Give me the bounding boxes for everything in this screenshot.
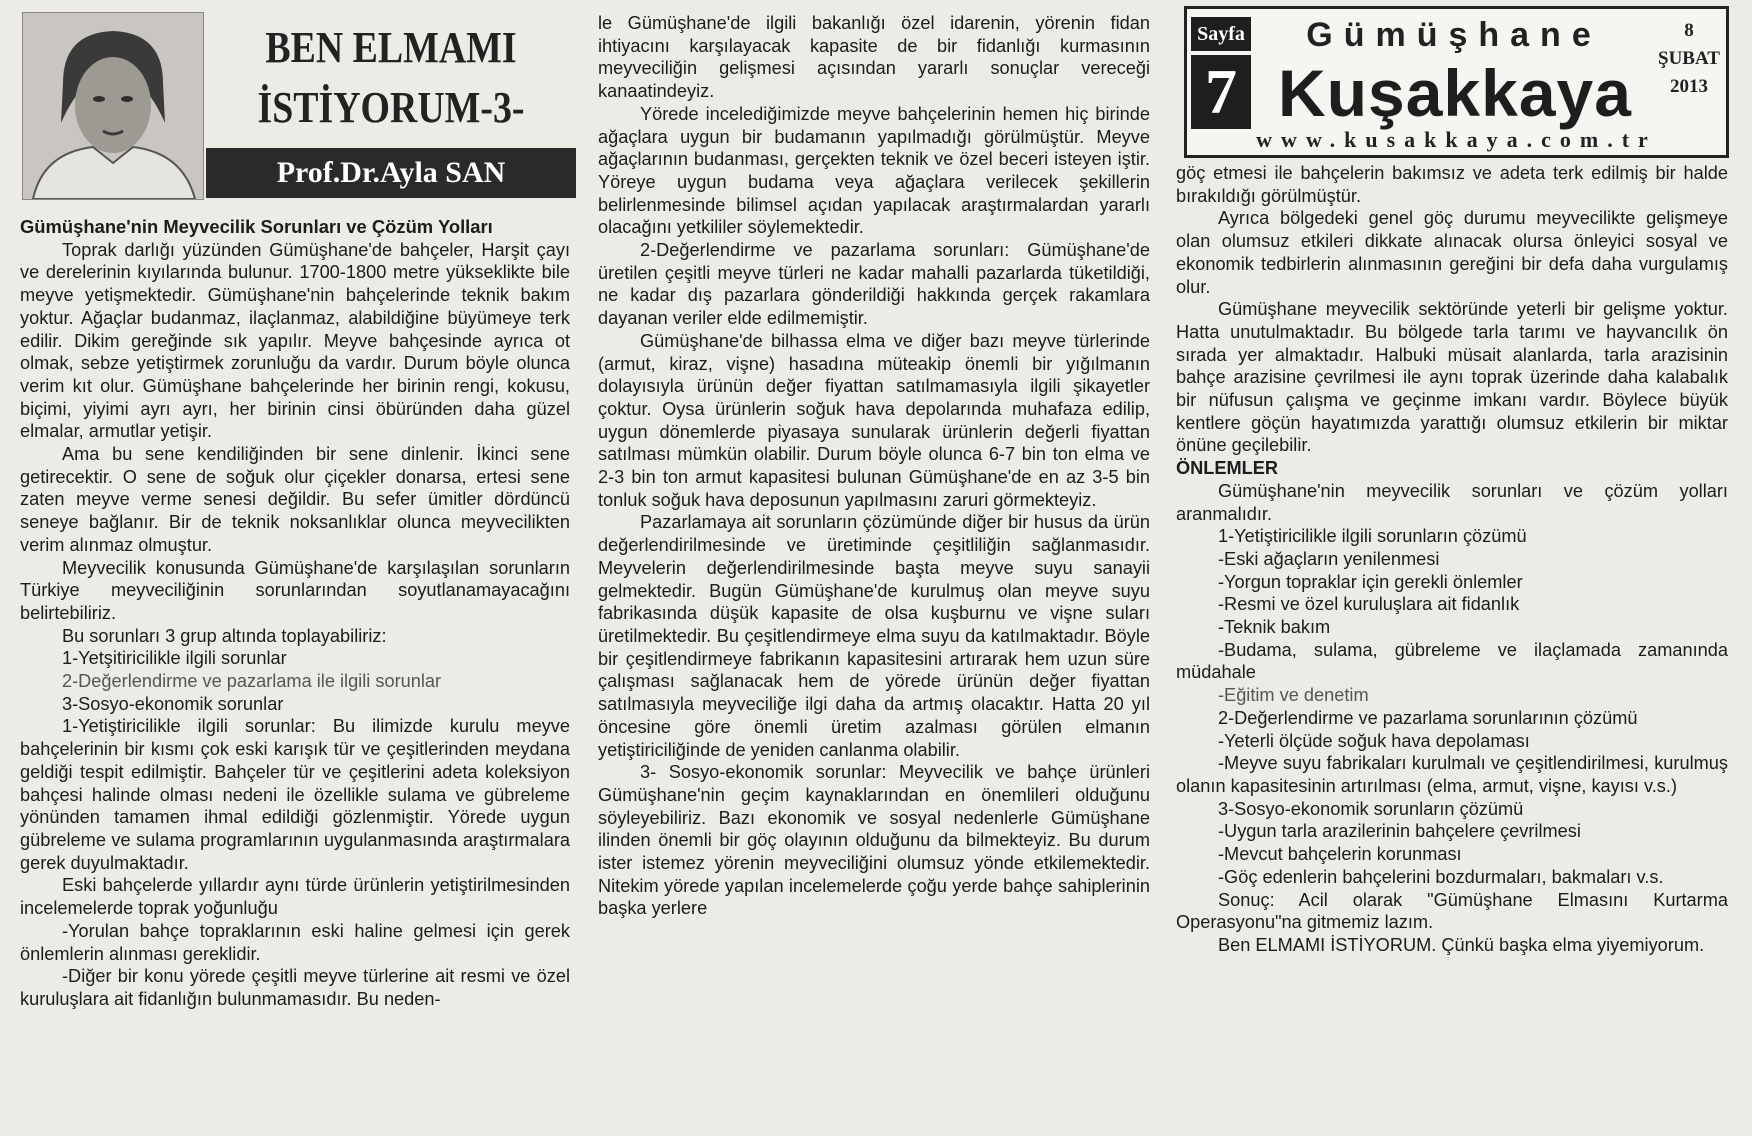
list-line: 1-Yetşitiricilikle ilgili sorunlar (62, 648, 287, 669)
article-paragraph: -Budama, sulama, gübreleme ve ilaçlamada zamanında müdahale (1176, 639, 1728, 683)
author-photo (22, 12, 204, 200)
article-paragraph: Ayrıca bölgedeki genel göç durumu meyvecilikte gelişmeye olan olumsuz etkileri dikkate alınacak olursa önleyici sosyal ve ekonomik tedbirlerin alınmasının gereğini bir defa daha vurgulamış olur. (1176, 208, 1728, 297)
article-column-3 (1176, 162, 1728, 957)
article-paragraph: 2-Değerlendirme ve pazarlama sorunları: Gümüşhane'de üretilen çeşitli meyve türleri ne kadar mahalli pazarlarda tüketildiği, ne kadar dış pazarlara gönderildiği hakkında gerçek rakamlara dayanan veriler elde edilmemiştir. (598, 240, 1150, 329)
article-paragraph: Eski bahçelerde yıllardır aynı türde ürünlerin yetiştirilmesinden incelemelerde toprak yoğunluğu (20, 875, 570, 919)
date-month: ŞUBAT (1658, 48, 1720, 69)
article-paragraph: -Yorulan bahçe topraklarının eski haline gelmesi için gerek önlemlerin alınması gereklidir. (20, 920, 570, 964)
author-byline: Prof.Dr.Ayla SAN (206, 148, 576, 198)
issue-date (1653, 17, 1725, 129)
article-paragraph: Yörede incelediğimizde meyve bahçelerinin hemen hiç birinde ağaçlara uygun bir budamanın yapılmadığı görülmüştür. Meyve ağaçlarının budanması, gerçekten teknik ve özel beceri isteyen iştir. Yöreye uygun budama veya ağaçlara verilecek şekillerin belirlenmesinde bilimsel açıdan yapılacak araştırmalardan yararlı olacağını yetkililer söylemektedir. (598, 103, 1150, 238)
list-line: 2-Değerlendirme ve pazarlama ile ilgili sorunlar (62, 671, 442, 692)
article-paragraph: Ama bu sene kendiliğinden bir sene dinlenir. İkinci sene getirecektir. O sene de soğuk olur çiçekler donarsa, ertesi sene zaten meyve verme senesi değildir. Bu sefer ümitler dördüncü seneye bağlanır. Bir de teknik noksanlıklar olunca meyvecilikten verim alınmaz olmuştur. (20, 444, 570, 555)
article-paragraph: göç etmesi ile bahçelerin bakımsız ve adeta terk edilmiş bir halde bırakıldığı görülmüştür. (1176, 163, 1728, 206)
section-heading: ÖNLEMLER (1176, 458, 1279, 479)
list-line: -Resmi ve özel kuruluşlara ait fidanlık (1218, 594, 1520, 615)
article-paragraph: le Gümüşhane'de ilgili bakanlığı özel idarenin, yörenin fidan ihtiyacını karşılayacak kapasite de bir fidanlığı kurmasının meyveciliğin gelişmesi açısından yararlı sonuçlar vereceği kanaatindeyiz. (598, 13, 1150, 102)
page-label: Sayfa (1191, 17, 1251, 51)
article-paragraph: Toprak darlığı yüzünden Gümüşhane'de bahçeler, Harşit çayı ve derelerinin kıyılarında bulunur. 1700-1800 metre yükseklikte bile meyve yetişmektedir. Gümüşhane'nin bahçelerinde teknik bakım yoktur. Ağaçlar budanmaz, ilaçlanmaz, alabildiğine büyümeye terk edilir. Dikim gereğinde sık yapılır. Meyve bahçesinde ayrıca ot olmak, sebze yetiştirmek zorunluğu da vardır. Durum böyle olunca verim kıt olur. Gümüşhane bahçelerinde her birinin rengi, kokusu, biçimi, yiyimi ayrı ayrı, her birinin cinsi öbüründen daha güzel elmalar, armutlar yetişir. (20, 239, 570, 442)
article-paragraph: -Meyve suyu fabrikaları kurulmalı ve çeşitlendirilmesi, kurulmuş olanın kapasitesinin artırılması (elma, armut, vişne, kayısı v.s.) (1176, 753, 1728, 796)
list-line: Bu sorunları 3 grup altında toplayabiliriz: (62, 625, 387, 646)
list-line: 3-Sosyo-ekonomik sorunlar (62, 693, 284, 714)
list-line: -Göç edenlerin bahçelerini bozdurmaları, bakmaları v.s. (1218, 866, 1664, 887)
list-line: -Yorgun topraklar için gerekli önlemler (1218, 571, 1523, 592)
list-line: 1-Yetiştiricilikle ilgili sorunların çözümü (1218, 526, 1527, 547)
list-line: -Mevcut bahçelerin korunması (1218, 844, 1462, 865)
article-column-1 (20, 216, 570, 1011)
article-paragraph: Sonuç: Acil olarak "Gümüşhane Elmasını Kurtarma Operasyonu"na gitmemiz lazım. (1176, 889, 1728, 933)
article-paragraph: Ben ELMAMI İSTİYORUM. Çünkü başka elma yiyemiyorum. (1218, 934, 1705, 955)
page-number: 7 (1191, 55, 1251, 129)
article-paragraph: Pazarlamaya ait sorunların çözümünde diğer bir husus da ürün değerlendirilmesinde ve üretiminde çeşitliliğin sağlanmasıdır. Meyvelerin değerlendirilmesinde başta meyve suyu sanayii gelmektedir. Bugün Gümüşhane'de kurulmuş olan meyve suyu fabrikasında düşük kapasite de olsa kuşburnu ve vişne suları üretilmektedir. Bu çeşitlendirmeye elma suyu da katılmaktadır. Böyle bir çeşitlendirmeye fabrikanın kapasitesini artırarak hem uzun süre çalışması sağlanacak hem de yörede ürünün değer fiyattan satılmasıyla meyveciliğe ilgi daha da artmış olacaktır. Hatta 20 yıl öncesine göre önemli üretim azalması görülen elmanın yetiştiriciliğinde de yeniden canlanma olabilir. (598, 512, 1150, 760)
article-paragraph: Meyvecilik konusunda Gümüşhane'de karşılaşılan sorunların Türkiye meyveciliğinin sorunlarından soyutlanamayacağını belirtebiliriz. (20, 557, 570, 623)
article-column-2 (598, 12, 1150, 920)
article-paragraph: 1-Yetiştiricilikle ilgili sorunlar: Bu ilimizde kurulu meyve bahçelerinin bir kısmı çok eski karışık tür ve çeşitlerinden meydana geldiği tespit edilmiştir. Bahçeler tür ve çeşitlerini adeta koleksiyon bahçesi halinde olması nedeni ile özellikle sulama ve gübreleme yönünden tamamen ihmal edildiği gözlenmiştir. Yörede uygun gübreleme ve sulama programlarının uygulanmasında araştırmalara gerek duyulmaktadır. (20, 716, 570, 873)
title-line-2: İSTİYORUM-3- (257, 83, 525, 132)
list-line: -Uygun tarla arazilerinin bahçelere çevrilmesi (1218, 821, 1581, 842)
masthead-city: Gümüşhane (1306, 16, 1602, 54)
article-paragraph: -Diğer bir konu yörede çeşitli meyve türlerine ait resmi ve özel kuruluşlara ait fidanlığın bulunmamasıdır. Bu neden- (20, 966, 570, 1009)
column-1-body (20, 239, 570, 1011)
title-line-1: BEN ELMAMI (265, 23, 517, 72)
article-title (232, 18, 550, 140)
list-line: -Eski ağaçların yenilenmesi (1218, 548, 1440, 569)
masthead-name: Kuşakkaya (1278, 56, 1632, 130)
article-subtitle: Gümüşhane'nin Meyvecilik Sorunları ve Çözüm Yolları (20, 216, 493, 237)
portrait-image (23, 13, 203, 199)
list-line: -Eğitim ve denetim (1218, 685, 1369, 706)
date-year: 2013 (1670, 76, 1708, 97)
list-line: 2-Değerlendirme ve pazarlama sorunlarının çözümü (1218, 707, 1638, 728)
column-3-body (1176, 162, 1728, 957)
article-paragraph: Gümüşhane'nin meyvecilik sorunları ve çözüm yolları aranmalıdır. (1176, 480, 1728, 524)
list-line: -Yeterli ölçüde soğuk hava depolaması (1218, 730, 1530, 751)
website-url: www.kusakkaya.com.tr (1256, 127, 1657, 152)
date-day: 8 (1684, 20, 1694, 41)
article-paragraph: Gümüşhane meyvecilik sektöründe yeterli bir gelişme yoktur. Hatta unutulmaktadır. Bu bölgede tarla tarımı ve hayvancılık ön sırada yer almaktadır. Halbuki müsait alanlarda, tarla arazisinin bahçe arazisine çevrilmesi ile aynı toprak üzerinde daha kalabalık bir nüfusun çalışma ve geçinme imkanı vardır. Böylece büyük kentlere göçün hayatımızda yarattığı olumsuz etkilerin bir miktar önüne geçilebilir. (1176, 299, 1728, 456)
article-paragraph: 3- Sosyo-ekonomik sorunlar: Meyvecilik ve bahçe ürünleri Gümüşhane'nin geçim kaynaklarından en önemlileri olduğunu söyleyebiliriz. Bazı ekonomik ve sosyal nedenlerle Gümüşhane ilinden önemli bir göç olayının olduğunu da bilmekteyiz. Bu durum ister istemez yörenin meyveciliğini olumsuz yönde etkilemektedir. Nitekim yörede yapılan incelemelerde çoğu yerde bahçe sahiplerinin başka yerlere (598, 762, 1150, 919)
article-paragraph: Gümüşhane'de bilhassa elma ve diğer bazı meyve türlerinde (armut, kiraz, vişne) hasadına müteakip önemli bir yığılmanın dolayısıyla ürünün değer fiyattan satılmamasıyla ilgili şikayetler çoktur. Oysa ürünlerin soğuk hava depolarında muhafaza edilip, uygun dönemlerde piyasaya sunularak ürünlerin değerli fiyattan satılması mümkün olabilir. Durum böyle olunca 6-7 bin ton elma ve 2-3 bin ton armut kapasitesi bulunan Gümüşhane'de en az 3-5 bin tonluk soğuk hava deposunun yapılmasını zaruri görmekteyiz. (598, 330, 1150, 510)
column-2-body (598, 12, 1150, 920)
list-line: 3-Sosyo-ekonomik sorunların çözümü (1218, 798, 1524, 819)
list-line: -Teknik bakım (1218, 617, 1331, 638)
masthead (1184, 6, 1729, 158)
